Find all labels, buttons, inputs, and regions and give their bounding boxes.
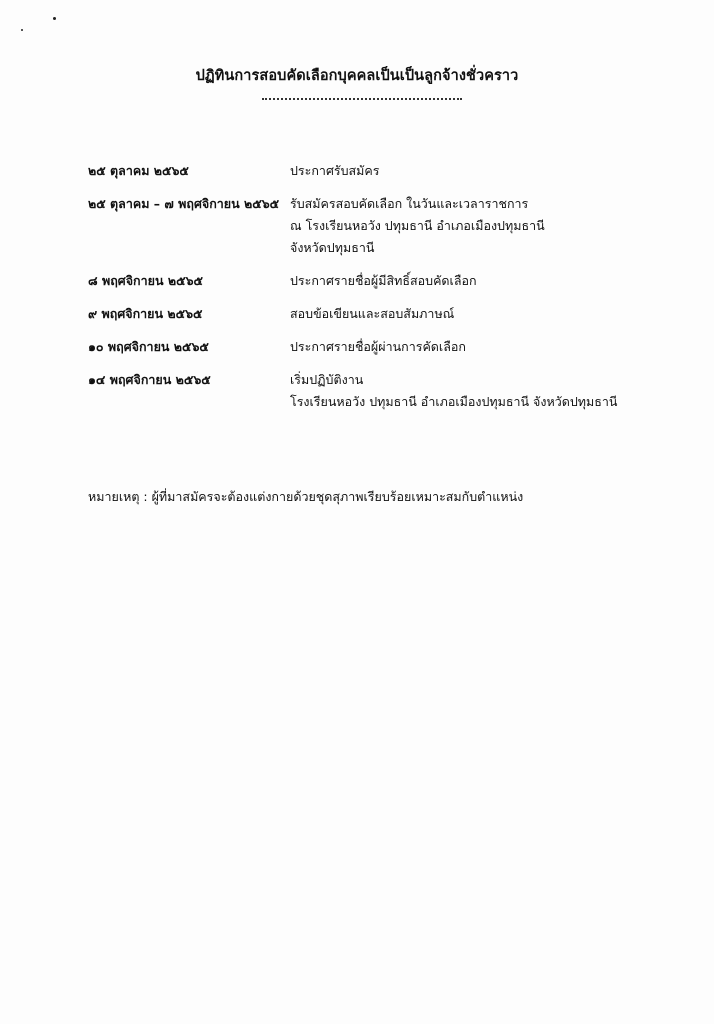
schedule-detail (290, 336, 688, 358)
schedule-row (88, 369, 688, 413)
schedule-detail-line: ประกาศรายชื่อผู้ผ่านการคัดเลือก (290, 339, 466, 354)
document-title: ปฏิทินการสอบคัดเลือกบุคคลเป็นเป็นลูกจ้างชั่วคราว (195, 68, 519, 84)
title-dotted-rule (262, 98, 462, 100)
schedule-date: ๒๕ ตุลาคม – ๗ พฤศจิกายน ๒๕๖๕ (88, 196, 280, 211)
schedule-detail (290, 160, 688, 182)
schedule-detail-line: เริ่มปฏิบัติงาน (290, 372, 364, 387)
schedule-row (88, 336, 688, 358)
schedule-detail-line: โรงเรียนหอวัง ปทุมธานี อำเภอเมืองปทุมธานี จังหวัดปทุมธานี (290, 394, 618, 409)
schedule-detail (290, 270, 688, 292)
schedule-detail (290, 369, 688, 413)
schedule-date: ๑๔ พฤศจิกายน ๒๕๖๕ (88, 372, 211, 387)
schedule-date: ๙ พฤศจิกายน ๒๕๖๕ (88, 306, 203, 321)
remark-note: หมายเหตุ : ผู้ที่มาสมัครจะต้องแต่งกายด้วยชุดสุภาพเรียบร้อยเหมาะสมกับตำแหน่ง (88, 489, 524, 504)
schedule-date: ๑๐ พฤศจิกายน ๒๕๖๕ (88, 339, 209, 354)
scan-speck (53, 17, 56, 20)
scan-speck (21, 29, 23, 31)
schedule-row (88, 270, 688, 292)
schedule-detail (290, 193, 688, 259)
schedule-detail-line: ประกาศรายชื่อผู้มีสิทธิ์สอบคัดเลือก (290, 273, 477, 288)
schedule-row (88, 193, 688, 259)
schedule-detail-line: ณ โรงเรียนหอวัง ปทุมธานี อำเภอเมืองปทุมธานี (290, 218, 545, 233)
schedule-row (88, 160, 688, 182)
schedule-detail-line: จังหวัดปทุมธานี (290, 240, 375, 255)
schedule-detail (290, 303, 688, 325)
schedule-detail-line: ประกาศรับสมัคร (290, 163, 380, 178)
schedule-row (88, 303, 688, 325)
schedule-detail-line: รับสมัครสอบคัดเลือก ในวันและเวลาราชการ (290, 196, 529, 211)
schedule-date: ๒๕ ตุลาคม ๒๕๖๕ (88, 163, 189, 178)
schedule-list (88, 160, 688, 424)
schedule-detail-line: สอบข้อเขียนและสอบสัมภาษณ์ (290, 306, 455, 321)
schedule-date: ๘ พฤศจิกายน ๒๕๖๕ (88, 273, 203, 288)
